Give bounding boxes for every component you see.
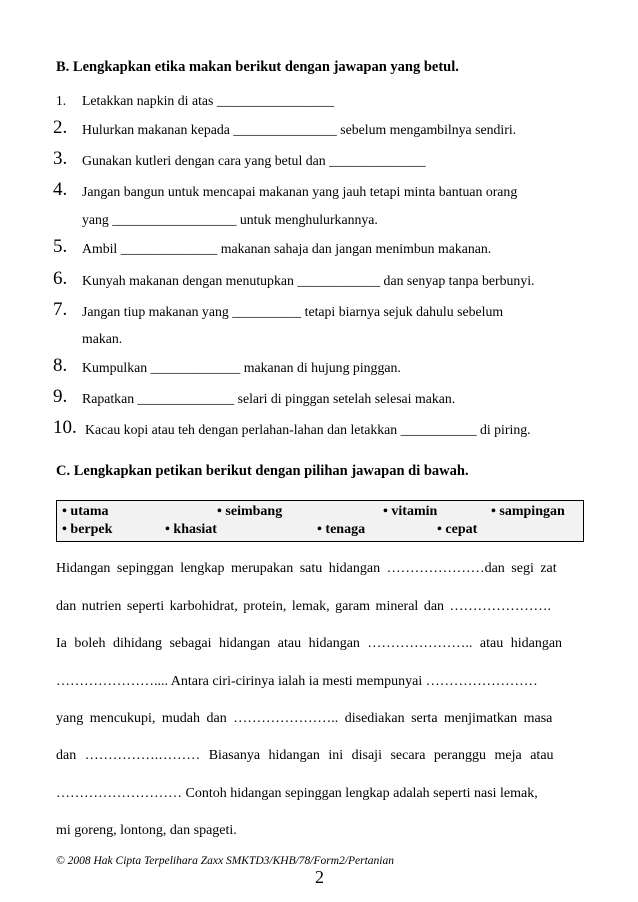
item-text: Jangan bangun untuk mencapai makanan yang jauh tetapi minta bantuan orang [82, 184, 518, 199]
option-seimbang: • seimbang [217, 504, 283, 519]
item-number: 10. [53, 417, 77, 438]
option-utama: • utama [62, 504, 109, 519]
item-text: Letakkan napkin di atas _________________ [82, 93, 335, 108]
item-text: Kunyah makanan dengan menutupkan ____________ dan senyap tanpa berbunyi. [82, 273, 535, 288]
item-number: 7. [53, 299, 68, 320]
option-sampingan: • sampingan [491, 504, 565, 519]
option-khasiat: • khasiat [165, 522, 217, 537]
item-text-continued: makan. [82, 331, 123, 346]
item-text: Hulurkan makanan kepada _______________ sebelum mengambilnya sendiri. [82, 122, 517, 137]
paragraph-line: ………………….... Antara ciri-cirinya ialah ia mesti mempunyai …………………… [56, 674, 538, 689]
item-text: Jangan tiup makanan yang __________ tetapi biarnya sejuk dahulu sebelum [82, 304, 504, 319]
item-text: Rapatkan ______________ selari di pinggan setelah selesai makan. [82, 391, 456, 406]
option-cepat: • cepat [437, 522, 478, 537]
item-number: 6. [53, 268, 68, 289]
paragraph-line: dan nutrien seperti karbohidrat, protein, lemak, garam mineral dan …………………. [56, 599, 552, 614]
paragraph-line: dan …………….……… Biasanya hidangan ini disaji secara peranggu meja atau [56, 748, 554, 763]
page-number: 2 [315, 867, 324, 887]
item-number: 8. [53, 355, 68, 376]
item-text: Ambil ______________ makanan sahaja dan jangan menimbun makanan. [82, 241, 492, 256]
paragraph-line: yang mencukupi, mudah dan ………………….. disediakan serta menjimatkan masa [56, 711, 553, 726]
paragraph-line: ……………………… Contoh hidangan sepinggan lengkap adalah seperti nasi lemak, [56, 786, 538, 801]
item-number: 5. [53, 236, 68, 257]
item-text-continued: yang __________________ untuk menghulurkannya. [82, 212, 378, 227]
item-number: 1. [56, 93, 67, 108]
item-number: 9. [53, 386, 68, 407]
paragraph-line: Ia boleh dihidang sebagai hidangan atau hidangan ………………….. atau hidangan [56, 636, 563, 651]
item-number: 3. [53, 148, 68, 169]
item-number: 4. [53, 179, 68, 200]
section-b-heading: B. Lengkapkan etika makan berikut dengan jawapan yang betul. [56, 59, 459, 75]
item-text: Gunakan kutleri dengan cara yang betul dan ______________ [82, 153, 426, 168]
item-text: Kacau kopi atau teh dengan perlahan-lahan dan letakkan ___________ di piring. [85, 422, 531, 437]
footer-copyright: © 2008 Hak Cipta Terpelihara Zaxx SMKTD3/KHB/78/Form2/Pertanian [56, 855, 394, 867]
section-c-heading: C. Lengkapkan petikan berikut dengan pilihan jawapan di bawah. [56, 463, 469, 479]
item-text: Kumpulkan _____________ makanan di hujung pinggan. [82, 360, 401, 375]
answer-options-box [56, 500, 584, 542]
item-number: 2. [53, 117, 68, 138]
paragraph-line: mi goreng, lontong, dan spageti. [56, 823, 237, 838]
option-vitamin: • vitamin [383, 504, 438, 519]
option-tenaga: • tenaga [317, 522, 366, 537]
paragraph-line: Hidangan sepinggan lengkap merupakan satu hidangan …………………dan segi zat [56, 561, 557, 576]
option-berpek: • berpek [62, 522, 113, 537]
